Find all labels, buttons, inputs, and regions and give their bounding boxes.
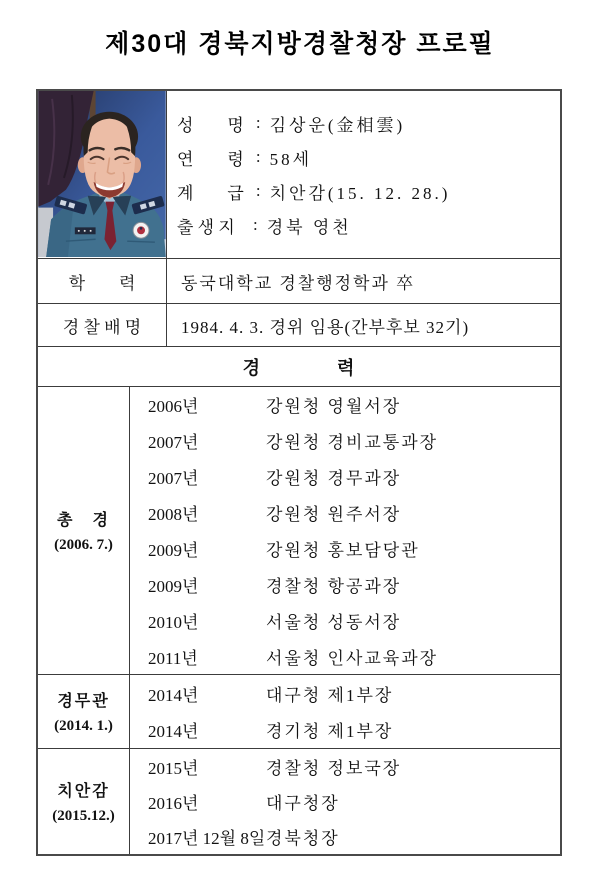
entry-year: 2014년: [148, 685, 199, 705]
career-entry: [130, 675, 560, 712]
career-entry: [130, 531, 560, 567]
entry-position: 강원청 영월서장: [266, 397, 402, 417]
career-entries: [130, 749, 560, 854]
career-entries: [130, 675, 560, 748]
education-value: 동국대학교 경찰행정학과 卒: [181, 273, 416, 293]
career-section-gyeongmugwan: [38, 675, 560, 749]
colon-separator: :: [255, 147, 261, 166]
colon-separator: :: [255, 181, 261, 200]
rank-date: (2006. 7.): [54, 537, 113, 553]
rank-name: 총 경: [57, 512, 110, 529]
entry-year: 2016년: [148, 794, 199, 813]
career-entry: [130, 638, 560, 674]
profile-table: [36, 89, 562, 856]
rank-cell-chongyeong: [38, 387, 130, 674]
entry-position: 경찰청 항공과장: [266, 576, 402, 596]
profile-photo: [38, 91, 167, 258]
career-entry: [130, 784, 560, 819]
entry-year: 2011년: [148, 648, 198, 668]
rank-name: 경무관: [57, 693, 110, 710]
entry-position: 경찰청 정보국장: [266, 759, 402, 778]
colon-separator: :: [253, 215, 258, 234]
rank-cell-gyeongmugwan: [38, 675, 130, 748]
entry-position: 대구청 제1부장: [266, 685, 394, 705]
rank-cell-chiangam: [38, 749, 130, 854]
career-header: 경 력: [38, 347, 560, 387]
entry-position: 강원청 원주서장: [266, 505, 402, 525]
entry-year: 2014년: [148, 722, 199, 742]
education-label: 학 력: [38, 259, 167, 303]
age-value: 58세: [269, 149, 313, 169]
rank-date: (2014. 1.): [54, 718, 113, 734]
rank-name: 치안감: [57, 783, 110, 800]
name-label: 성 명: [177, 115, 244, 135]
rank-field: [177, 174, 560, 208]
career-entry: [130, 712, 560, 749]
entry-year: 2017년 12월 8일: [148, 829, 266, 848]
career-entry: [130, 566, 560, 602]
career-section-chongyeong: [38, 387, 560, 675]
entry-year: 2009년: [148, 576, 199, 596]
rank-value: 치안감(15. 12. 28.): [269, 183, 451, 203]
entry-position: 서울청 인사교육과장: [266, 648, 439, 668]
basic-info-fields: [167, 91, 560, 258]
education-row: [38, 259, 560, 304]
career-entry: [130, 459, 560, 495]
entry-position: 강원청 경무과장: [266, 469, 402, 489]
entry-year: 2007년: [148, 433, 199, 453]
entry-position: 강원청 경비교통과장: [266, 433, 439, 453]
career-entries: [130, 387, 560, 674]
rank-label: 계 급: [177, 183, 244, 203]
birthplace-label: 출 생 지: [177, 217, 235, 237]
age-field: [177, 140, 560, 174]
appointment-row: [38, 304, 560, 347]
career-entry: [130, 819, 560, 854]
entry-year: 2009년: [148, 540, 199, 560]
entry-position: 경북청장: [266, 829, 340, 848]
entry-year: 2006년: [148, 397, 199, 417]
appointment-value: 1984. 4. 3. 경위 임용(간부후보 32기): [181, 317, 470, 337]
entry-position: 서울청 성동서장: [266, 612, 402, 632]
page-title: 제30대 경북지방경찰청장 프로필: [105, 30, 495, 58]
police-officer-portrait-image: [38, 91, 166, 257]
career-entry: [130, 495, 560, 531]
age-label: 연 령: [177, 149, 244, 169]
career-entry: [130, 602, 560, 638]
entry-year: 2007년: [148, 469, 199, 489]
basic-info-row: [38, 91, 560, 259]
rank-date: (2015.12.): [52, 808, 115, 824]
birthplace-field: [177, 208, 560, 242]
entry-year: 2015년: [148, 759, 199, 778]
name-field: [177, 106, 560, 140]
entry-year: 2010년: [148, 612, 199, 632]
appointment-label: 경 찰 배 명: [38, 304, 167, 346]
career-entry: [130, 387, 560, 423]
entry-position: 대구청장: [266, 794, 340, 813]
career-section-chiangam: [38, 749, 560, 854]
birthplace-value: 경북 영천: [266, 217, 352, 237]
career-entry: [130, 423, 560, 459]
entry-position: 경기청 제1부장: [266, 722, 394, 742]
name-value: 김상운(金相雲): [269, 115, 406, 135]
entry-position: 강원청 홍보담당관: [266, 540, 420, 560]
career-entry: [130, 749, 560, 784]
colon-separator: :: [255, 113, 261, 132]
entry-year: 2008년: [148, 505, 199, 525]
